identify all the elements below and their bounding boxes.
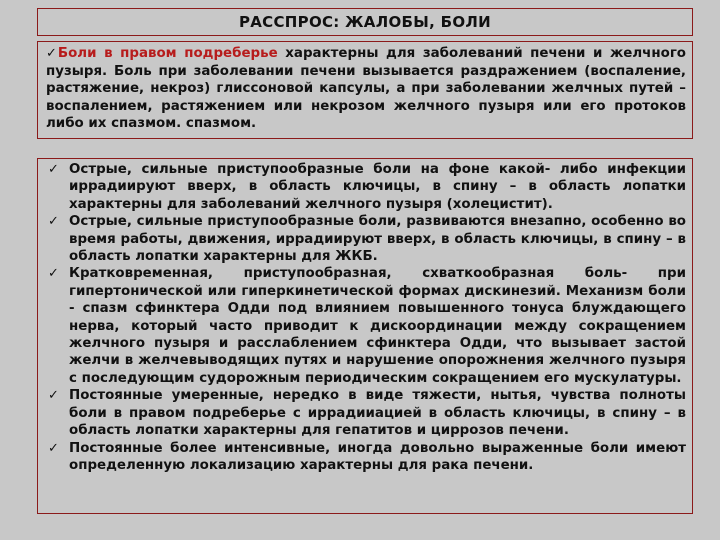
checkmark-icon: ✓ — [46, 46, 57, 61]
bullet-text: Острые, сильные приступообразные боли, развиваются внезапно, особенно во время работы, движения, иррадиируют вверх, в область ключицы, в спину – в область лопатки характерны для ЖКБ. — [69, 214, 686, 265]
checkmark-icon: ✓ — [48, 266, 59, 282]
checkmark-icon: ✓ — [48, 388, 59, 404]
intro-highlight: Боли в правом подреберье — [57, 46, 278, 61]
slide-title: РАССПРОС: ЖАЛОБЫ, БОЛИ — [238, 13, 492, 31]
list-item — [46, 161, 686, 213]
bullet-list — [46, 161, 686, 474]
list-item — [46, 440, 686, 475]
bullets-box — [37, 158, 693, 514]
checkmark-icon: ✓ — [48, 440, 59, 456]
intro-paragraph — [46, 45, 686, 133]
checkmark-icon: ✓ — [48, 214, 59, 230]
bullet-text: Постоянные умеренные, нередко в виде тяжести, нытья, чувства полноты боли в правом подреберье с иррадииацией в область ключицы, в спину – в область лопатки характерны для гепатитов и циррозов печени. — [69, 388, 686, 439]
checkmark-icon: ✓ — [48, 162, 59, 177]
title-box — [37, 8, 693, 36]
intro-text: характерны для заболеваний печени и желчного пузыря. Боль при заболевании печени вызывается раздражением (воспаление, растяжение, некроз) глиссоновой капсулы, а при заболевании желчных путей – воспалением, растяжением или некрозом желчного пузыря или его протоков либо их спазмом. спазмом. — [46, 46, 687, 132]
list-item — [46, 213, 686, 265]
bullet-text: Острые, сильные приступообразные боли на фоне какой- либо инфекции иррадиируют вверх, в область ключицы, в спину – в область лопатки характерны для заболеваний желчного пузыря (холецистит). — [69, 162, 686, 212]
bullet-text: Кратковременная, приступообразная, схваткообразная боль- при гипертонической или гиперкинетической формах дискинезий. Механизм боли - спазм сфинктера Одди под влиянием повышенного тонуса блуждающего нерва, который часто приводит к дискоординации между сокращением желчного пузыря и расслаблением сфинктера Одди, что вызывает застой желчи в желчевыводящих путях и нарушение опорожнения желчного пузыря с последующим судорожным периодическим сокращением его мускулатуры. — [69, 266, 686, 386]
list-item — [46, 387, 686, 439]
list-item — [46, 265, 686, 387]
intro-box — [37, 41, 693, 139]
bullet-text: Постоянные более интенсивные, иногда довольно выраженные боли имеют определенную локализацию характерны для рака печени. — [69, 440, 686, 473]
